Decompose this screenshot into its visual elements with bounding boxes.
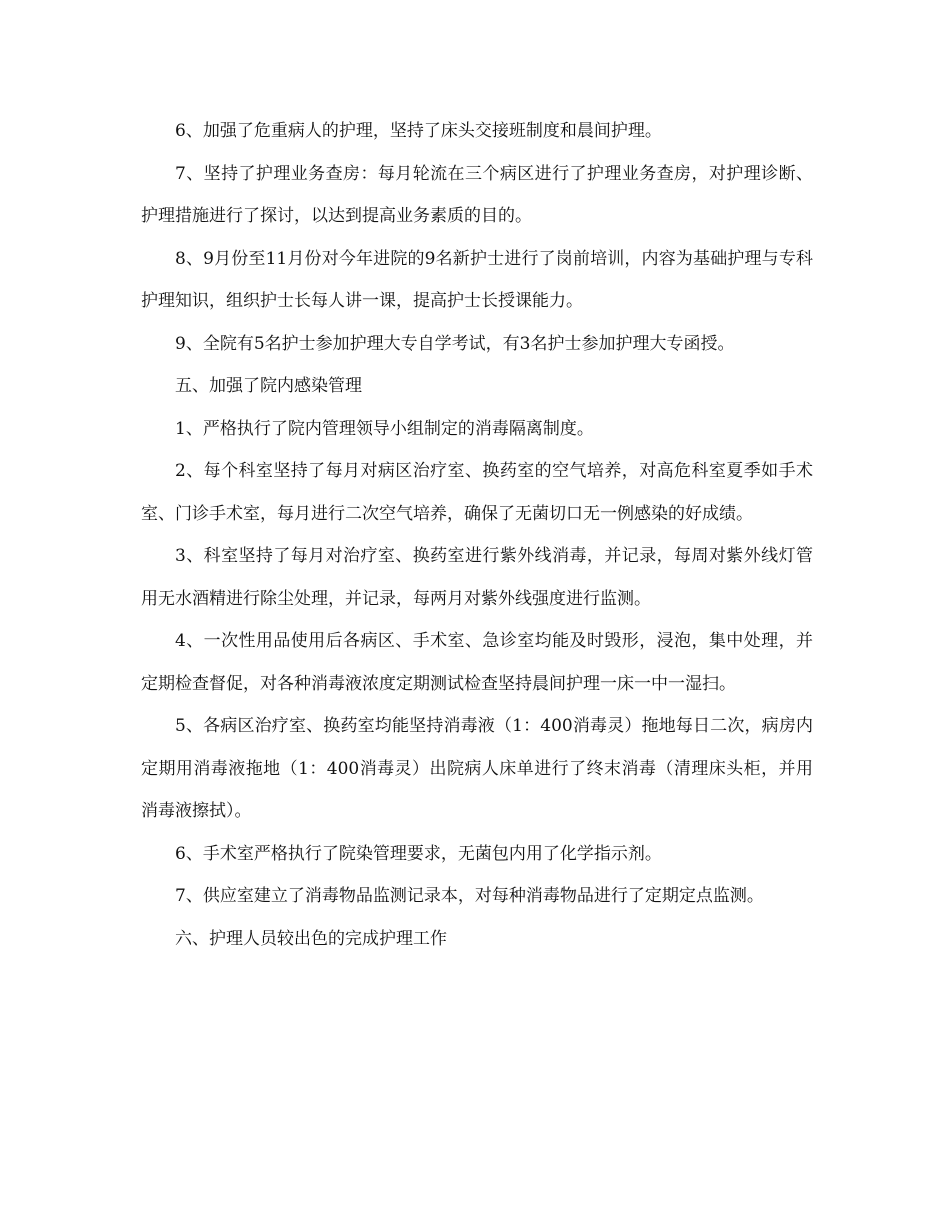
paragraph: 1、严格执行了院内管理领导小组制定的消毒隔离制度。 <box>175 418 594 439</box>
paragraph: 6、加强了危重病人的护理，坚持了床头交接班制度和晨间护理。 <box>175 121 662 141</box>
document-body <box>141 110 813 960</box>
paragraph: 4、一次性用品使用后各病区、手术室、急诊室均能及时毁形，浸泡，集中处理，并定期检查督促，对各种消毒液浓度定期测试检查坚持晨间护理一床一中一湿扫。 <box>141 631 813 694</box>
paragraph: 7、供应室建立了消毒物品监测记录本，对每种消毒物品进行了定期定点监测。 <box>175 886 764 906</box>
paragraph: 5、各病区治疗室、换药室均能坚持消毒液（1：400消毒灵）拖地每日二次，病房内定期用消毒液拖地（1：400消毒灵）出院病人床单进行了终末消毒（清理床头柜，并用消毒液擦拭）。 <box>141 716 813 821</box>
section-heading: 五、加强了院内感染管理 <box>175 376 362 396</box>
paragraph: 6、手术室严格执行了院染管理要求，无菌包内用了化学指示剂。 <box>175 843 662 864</box>
paragraph: 9、全院有5名护士参加护理大专自学考试，有3名护士参加护理大专函授。 <box>175 333 735 354</box>
section-heading: 六、护理人员较出色的完成护理工作 <box>175 928 447 949</box>
paragraph: 3、科室坚持了每月对治疗室、换药室进行紫外线消毒，并记录，每周对紫外线灯管用无水酒精进行除尘处理，并记录，每两月对紫外线强度进行监测。 <box>141 546 813 609</box>
paragraph: 8、9月份至11月份对今年进院的9名新护士进行了岗前培训，内容为基础护理与专科护理知识，组织护士长每人讲一课，提高护士长授课能力。 <box>141 248 813 311</box>
paragraph: 2、每个科室坚持了每月对病区治疗室、换药室的空气培养，对高危科室夏季如手术室、门诊手术室，每月进行二次空气培养，确保了无菌切口无一例感染的好成绩。 <box>141 461 813 524</box>
paragraph: 7、坚持了护理业务查房：每月轮流在三个病区进行了护理业务查房，对护理诊断、护理措施进行了探讨，以达到提高业务素质的目的。 <box>141 163 813 226</box>
